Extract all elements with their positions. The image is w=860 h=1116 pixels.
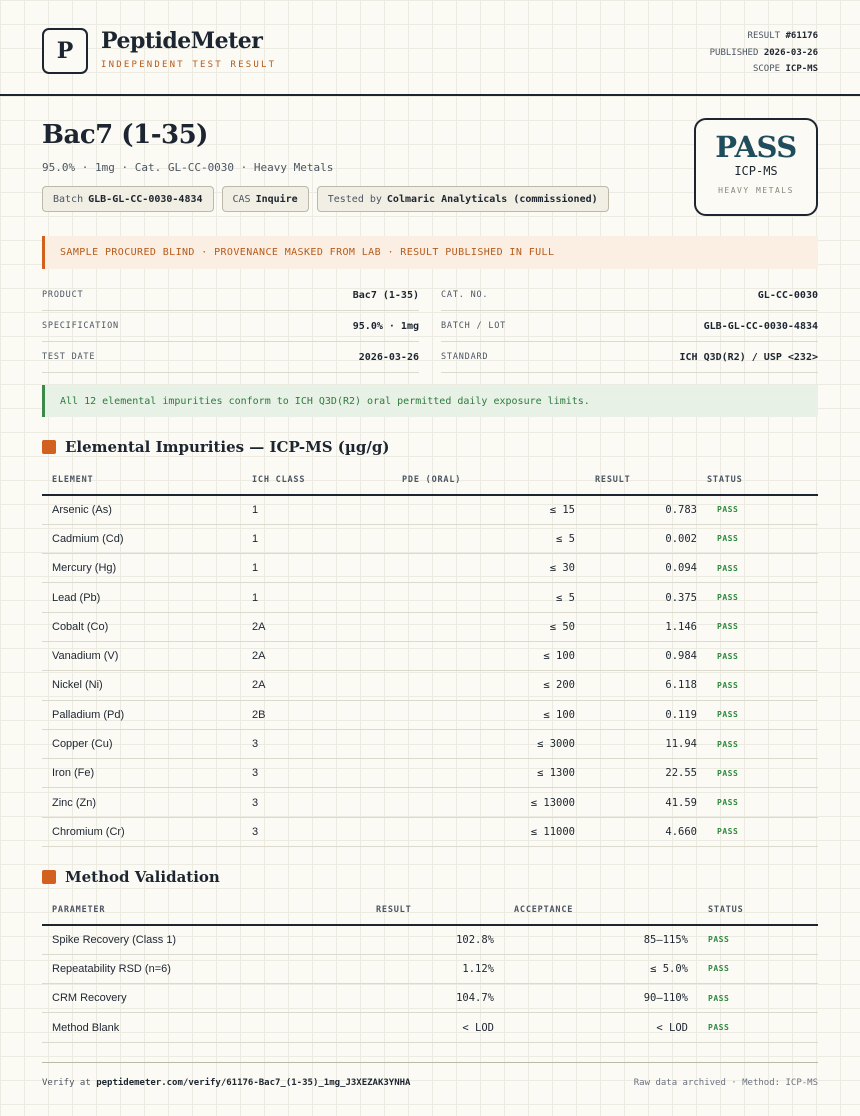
parameter-cell: CRM Recovery — [42, 984, 356, 1013]
info-row — [42, 280, 419, 311]
result-cell: 41.59 — [575, 788, 697, 817]
table-row — [42, 1013, 818, 1042]
chip-label: Batch — [53, 193, 84, 205]
element-cell: Zinc (Zn) — [42, 788, 242, 817]
class-cell: 2A — [242, 641, 362, 670]
class-cell: 2B — [242, 700, 362, 729]
col-header: PDE (ORAL) — [362, 466, 575, 495]
result-meta — [710, 28, 818, 78]
info-label: STANDARD — [441, 352, 489, 362]
validation-table — [42, 896, 818, 1043]
col-header: STATUS — [688, 896, 818, 925]
validation-body — [42, 925, 818, 1042]
acceptance-cell: < LOD — [494, 1013, 688, 1042]
status-badge: PASS — [697, 641, 818, 670]
table-row — [42, 641, 818, 670]
status-badge: PASS — [688, 954, 818, 983]
result-cell: 0.119 — [575, 700, 697, 729]
result-cell: 6.118 — [575, 671, 697, 700]
result-cell: 104.7% — [356, 984, 494, 1013]
chip-value: Colmaric Analyticals (commissioned) — [386, 193, 598, 205]
parameter-cell: Repeatability RSD (n=6) — [42, 954, 356, 983]
status-badge: PASS — [697, 788, 818, 817]
class-cell: 1 — [242, 495, 362, 524]
element-cell: Mercury (Hg) — [42, 554, 242, 583]
table-row — [42, 524, 818, 553]
table-row — [42, 671, 818, 700]
info-grid-left — [42, 280, 419, 373]
pde-cell: ≤ 200 — [362, 671, 575, 700]
status-badge: PASS — [697, 700, 818, 729]
stamp-method: ICP-MS — [734, 164, 778, 178]
status-badge: PASS — [697, 612, 818, 641]
status-badge: PASS — [697, 671, 818, 700]
table-header-row — [42, 466, 818, 495]
class-cell: 1 — [242, 524, 362, 553]
class-cell: 3 — [242, 729, 362, 758]
product-subtitle: 95.0% · 1mg · Cat. GL-CC-0030 · Heavy Metals — [42, 161, 334, 174]
published-label: PUBLISHED — [709, 47, 759, 58]
status-badge: PASS — [688, 925, 818, 954]
status-badge: PASS — [697, 729, 818, 758]
section-title: Method Validation — [65, 868, 220, 886]
info-label: BATCH / LOT — [441, 321, 507, 331]
col-header: ICH CLASS — [242, 466, 362, 495]
pde-cell: ≤ 13000 — [362, 788, 575, 817]
result-label: RESULT — [747, 31, 781, 41]
verify-link[interactable]: peptidemeter.com/verify/61176-Bac7_(1-35)_1mg_J3XEZAK3YNHA — [96, 1078, 411, 1088]
table-row — [42, 817, 818, 846]
status-badge: PASS — [697, 524, 818, 553]
element-cell: Arsenic (As) — [42, 495, 242, 524]
info-label: SPECIFICATION — [42, 321, 119, 331]
status-badge: PASS — [697, 759, 818, 788]
stamp-category: HEAVY METALS — [718, 186, 794, 195]
class-cell: 2A — [242, 671, 362, 700]
element-cell: Nickel (Ni) — [42, 671, 242, 700]
col-header: STATUS — [697, 466, 818, 495]
chip-label: Tested by — [327, 193, 382, 205]
pde-cell: ≤ 100 — [362, 641, 575, 670]
status-badge: PASS — [697, 495, 818, 524]
product-title: Bac7 (1-35) — [42, 120, 208, 150]
chip-label: CAS — [232, 193, 251, 205]
table-row — [42, 954, 818, 983]
result-id-row — [710, 28, 818, 45]
table-row — [42, 925, 818, 954]
info-row — [441, 342, 818, 373]
section-marker-icon — [42, 870, 56, 884]
conformance-banner: All 12 elemental impurities conform to ICH Q3D(R2) oral permitted daily exposure limits. — [42, 385, 818, 417]
footer-note: Raw data archived · Method: ICP-MS — [633, 1078, 818, 1088]
result-cell: 102.8% — [356, 925, 494, 954]
element-cell: Vanadium (V) — [42, 641, 242, 670]
class-cell: 1 — [242, 583, 362, 612]
info-row — [42, 342, 419, 373]
scope-value: ICP-MS — [785, 64, 818, 74]
col-header: RESULT — [356, 896, 494, 925]
element-cell: Palladium (Pd) — [42, 700, 242, 729]
table-row — [42, 612, 818, 641]
status-badge: PASS — [697, 583, 818, 612]
table-row — [42, 729, 818, 758]
acceptance-cell: 85–115% — [494, 925, 688, 954]
col-header: PARAMETER — [42, 896, 356, 925]
class-cell: 3 — [242, 759, 362, 788]
table-row — [42, 759, 818, 788]
table-row — [42, 984, 818, 1013]
impurities-table — [42, 466, 818, 847]
info-value: GLB-GL-CC-0030-4834 — [703, 320, 818, 332]
pde-cell: ≤ 11000 — [362, 817, 575, 846]
brand-logo — [42, 28, 88, 74]
stamp-verdict: PASS — [715, 130, 797, 164]
tested-by-chip — [317, 186, 609, 212]
verify-label: Verify at — [42, 1078, 91, 1088]
pde-cell: ≤ 100 — [362, 700, 575, 729]
footer-divider — [42, 1062, 818, 1063]
element-cell: Iron (Fe) — [42, 759, 242, 788]
page-header — [0, 0, 860, 96]
element-cell: Chromium (Cr) — [42, 817, 242, 846]
info-row — [42, 311, 419, 342]
pde-cell: ≤ 3000 — [362, 729, 575, 758]
pass-stamp — [694, 118, 818, 216]
class-cell: 2A — [242, 612, 362, 641]
info-row — [441, 280, 818, 311]
element-cell: Copper (Cu) — [42, 729, 242, 758]
published-date: 2026-03-26 — [763, 47, 818, 58]
pde-cell: ≤ 15 — [362, 495, 575, 524]
result-cell: 0.002 — [575, 524, 697, 553]
brand-tagline: INDEPENDENT TEST RESULT — [101, 60, 277, 70]
info-value: GL-CC-0030 — [757, 289, 818, 301]
validation-heading — [42, 868, 220, 886]
batch-chip — [42, 186, 214, 212]
result-cell: 1.146 — [575, 612, 697, 641]
col-header: ACCEPTANCE — [494, 896, 688, 925]
result-cell: 0.094 — [575, 554, 697, 583]
info-row — [441, 311, 818, 342]
scope-label: SCOPE — [752, 64, 781, 74]
info-value: Bac7 (1-35) — [352, 289, 419, 301]
pde-cell: ≤ 5 — [362, 524, 575, 553]
impurities-body — [42, 495, 818, 847]
scope-row — [710, 61, 818, 78]
parameter-cell: Method Blank — [42, 1013, 356, 1042]
class-cell: 3 — [242, 817, 362, 846]
table-row — [42, 788, 818, 817]
info-label: CAT. NO. — [441, 290, 489, 300]
result-cell: 0.783 — [575, 495, 697, 524]
element-cell: Lead (Pb) — [42, 583, 242, 612]
pde-cell: ≤ 1300 — [362, 759, 575, 788]
published-row — [710, 45, 818, 62]
info-value: ICH Q3D(R2) / USP <232> — [679, 351, 818, 363]
element-cell: Cobalt (Co) — [42, 612, 242, 641]
info-value: 95.0% · 1mg — [352, 320, 419, 332]
table-row — [42, 583, 818, 612]
parameter-cell: Spike Recovery (Class 1) — [42, 925, 356, 954]
acceptance-cell: 90–110% — [494, 984, 688, 1013]
class-cell: 1 — [242, 554, 362, 583]
info-value: 2026-03-26 — [358, 351, 419, 363]
result-cell: 4.660 — [575, 817, 697, 846]
result-cell: 0.375 — [575, 583, 697, 612]
product-chips — [42, 186, 609, 212]
table-row — [42, 495, 818, 524]
info-grid-right — [441, 280, 818, 373]
impurities-heading — [42, 438, 389, 456]
table-header-row — [42, 896, 818, 925]
chip-value: Inquire — [255, 193, 298, 205]
pde-cell: ≤ 30 — [362, 554, 575, 583]
brand-name: PeptideMeter — [101, 28, 263, 54]
status-badge: PASS — [688, 1013, 818, 1042]
col-header: RESULT — [575, 466, 697, 495]
table-row — [42, 554, 818, 583]
acceptance-cell: ≤ 5.0% — [494, 954, 688, 983]
class-cell: 3 — [242, 788, 362, 817]
pde-cell: ≤ 50 — [362, 612, 575, 641]
status-badge: PASS — [697, 554, 818, 583]
table-row — [42, 700, 818, 729]
result-cell: 1.12% — [356, 954, 494, 983]
element-cell: Cadmium (Cd) — [42, 524, 242, 553]
info-label: TEST DATE — [42, 352, 96, 362]
col-header: ELEMENT — [42, 466, 242, 495]
result-cell: 0.984 — [575, 641, 697, 670]
result-cell: < LOD — [356, 1013, 494, 1042]
cas-chip — [222, 186, 309, 212]
status-badge: PASS — [697, 817, 818, 846]
result-cell: 11.94 — [575, 729, 697, 758]
logo-letter: P — [56, 38, 74, 64]
verify-text — [42, 1078, 410, 1088]
result-cell: 22.55 — [575, 759, 697, 788]
result-id: #61176 — [785, 31, 818, 41]
blind-sample-banner: SAMPLE PROCURED BLIND · PROVENANCE MASKED FROM LAB · RESULT PUBLISHED IN FULL — [42, 236, 818, 269]
info-label: PRODUCT — [42, 290, 84, 300]
status-badge: PASS — [688, 984, 818, 1013]
chip-value: GLB-GL-CC-0030-4834 — [88, 193, 203, 205]
section-marker-icon — [42, 440, 56, 454]
section-title: Elemental Impurities — ICP-MS (µg/g) — [65, 438, 390, 456]
pde-cell: ≤ 5 — [362, 583, 575, 612]
